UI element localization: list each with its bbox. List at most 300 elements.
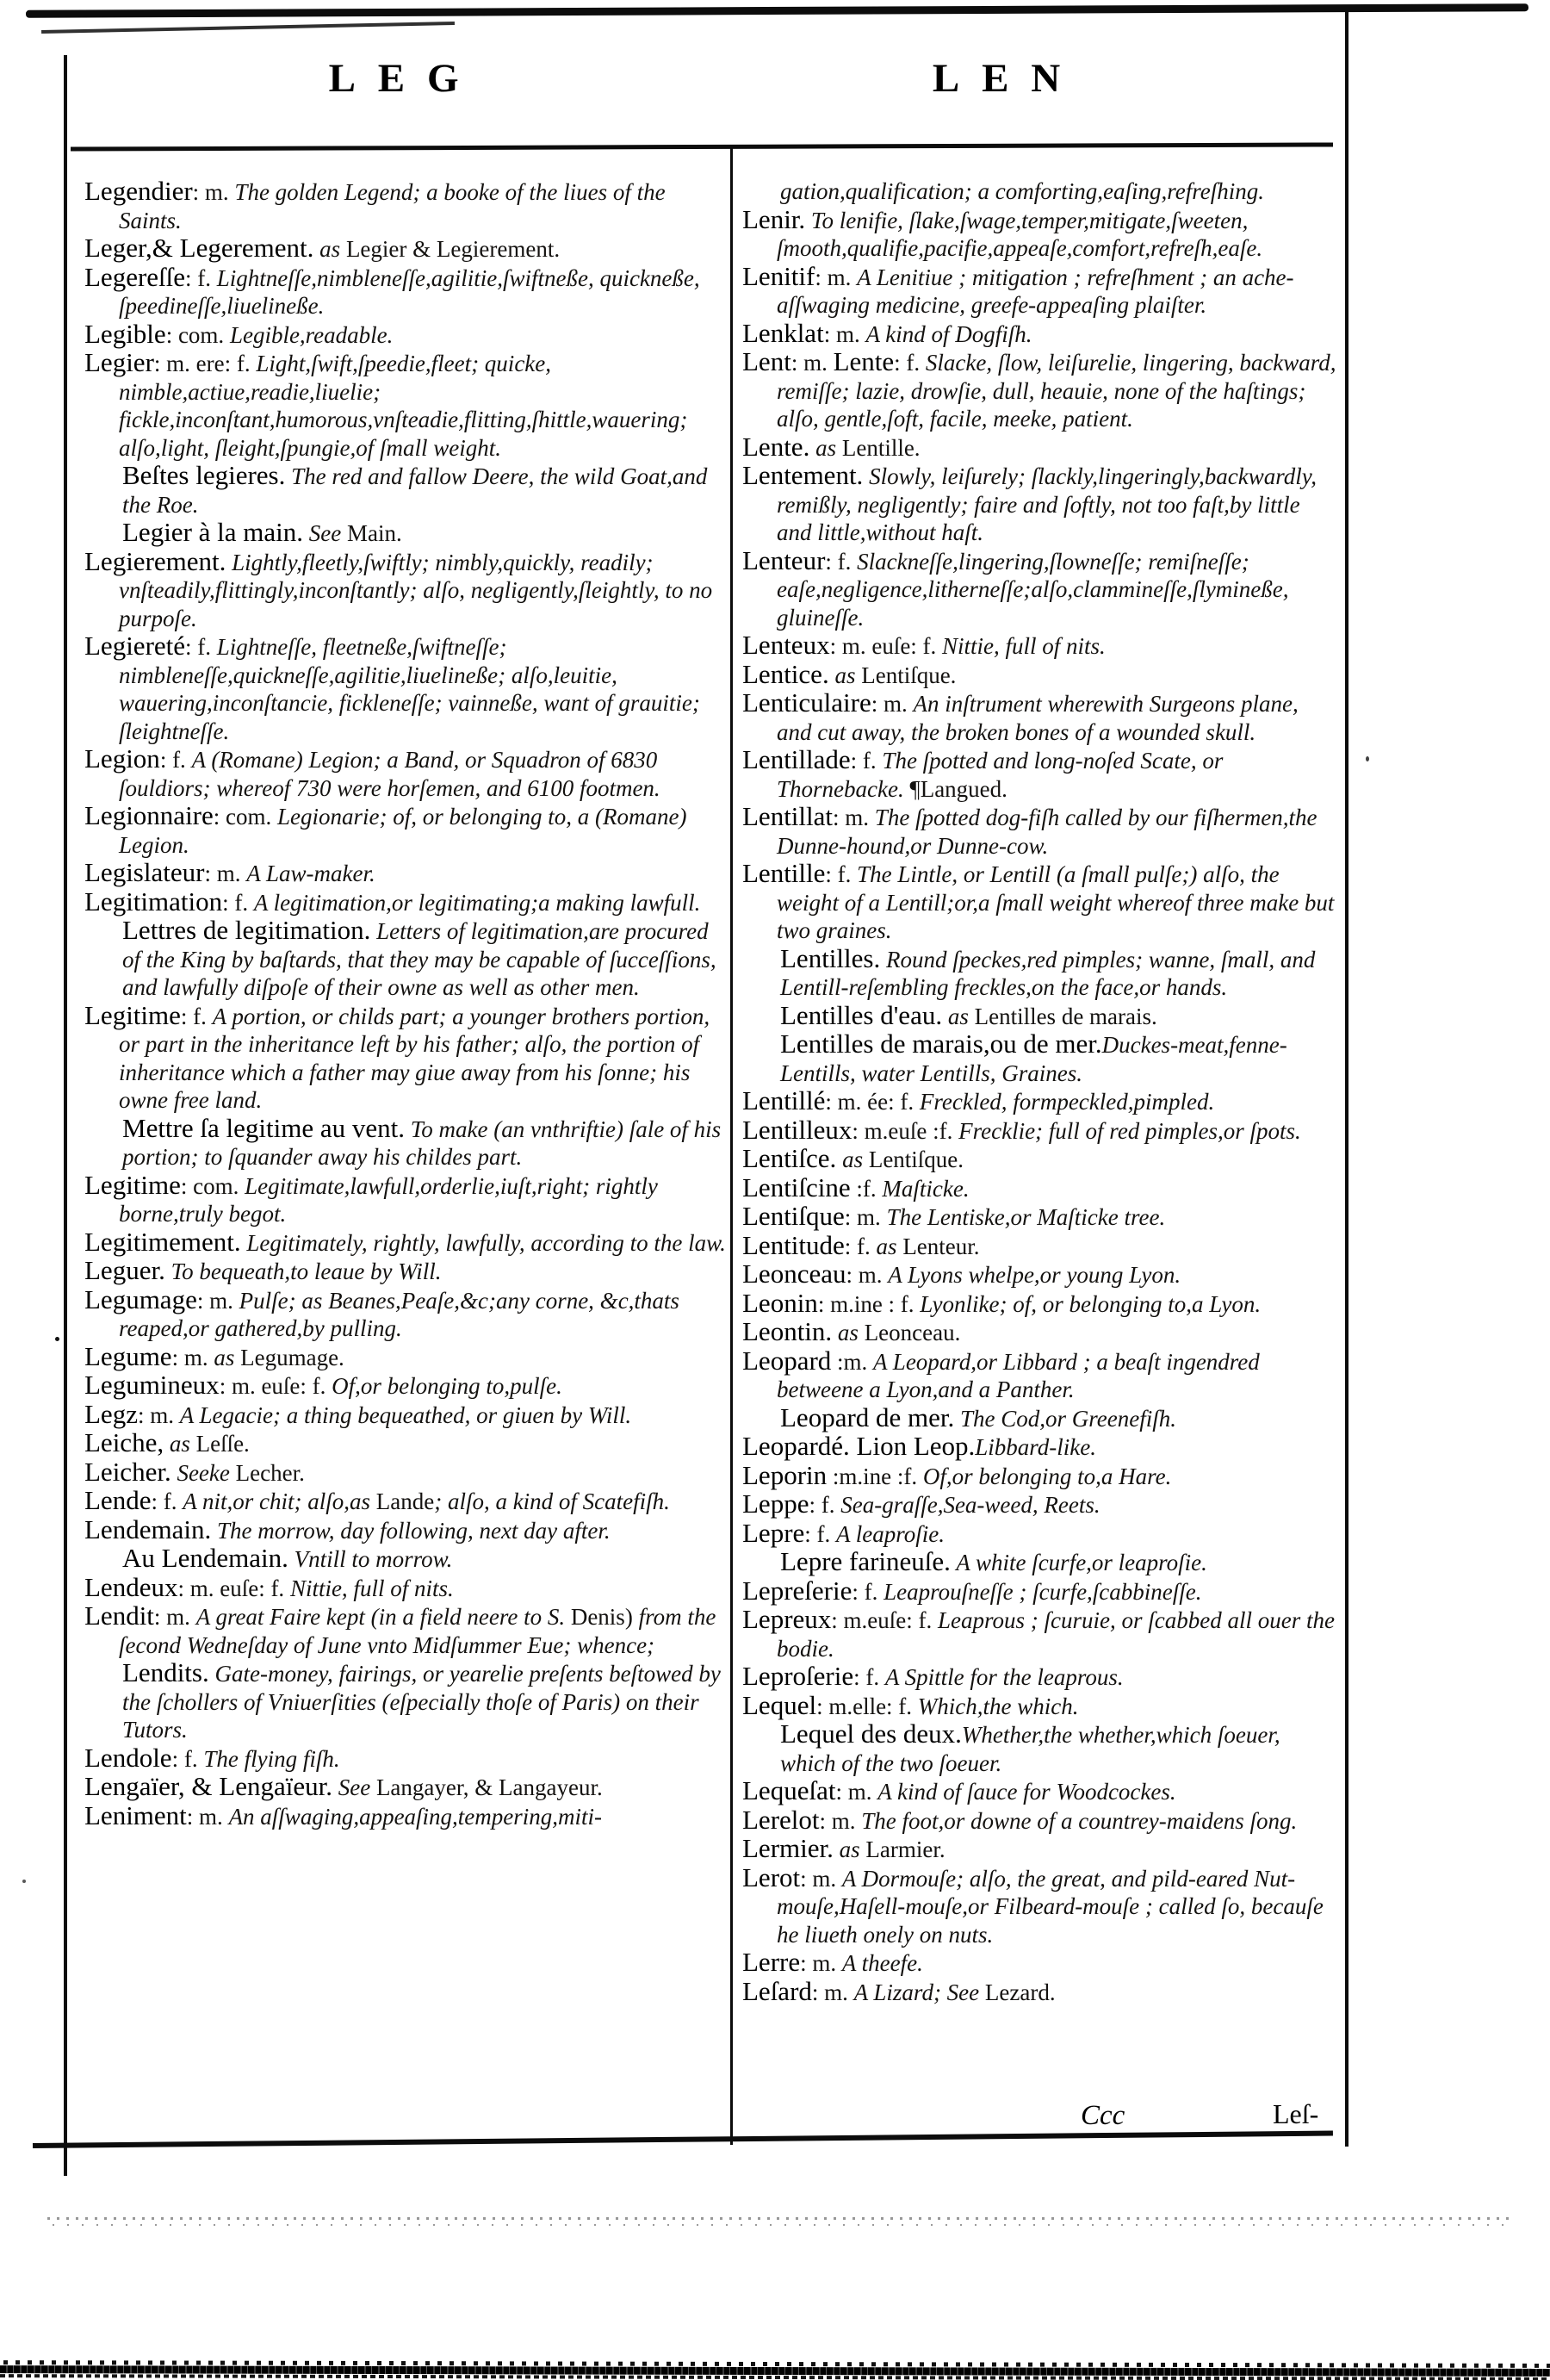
entry-text-roman: : f. (185, 634, 217, 660)
dictionary-entry (84, 1340, 728, 1372)
entry-headword: Legible (84, 318, 166, 349)
entry-headword: Lendemain. (84, 1513, 212, 1544)
entry-headword: Lendits. (122, 1657, 209, 1687)
entry-headword: Mettre ſa legitime au vent. (122, 1112, 405, 1143)
entry-text-roman: : m. (833, 805, 875, 830)
entry-headword: Lepreſerie (742, 1575, 852, 1606)
entry-text-italic: A portion, or childs part; a younger brothers portion, or part in the inheritance left by his father; alſo, the portion of inheritance which a father may giue away from his ſonne; his owne free land. (119, 1003, 710, 1113)
entry-headword: Legereſſe (84, 261, 186, 292)
dictionary-entry (742, 1347, 1338, 1404)
dictionary-entry (84, 545, 728, 633)
dictionary-entry (84, 1257, 728, 1286)
entry-text-roman: : m. (844, 1204, 887, 1230)
entry-headword: Legitime (84, 999, 181, 1030)
entry-text-roman: Lezard. (984, 1979, 1056, 2005)
entry-text-italic: The flying fiſh. (203, 1745, 340, 1772)
dictionary-entry (84, 1544, 728, 1574)
dictionary-entry (84, 462, 728, 519)
entry-text-italic: Legible,readable. (229, 321, 394, 348)
dictionary-entry (742, 1806, 1338, 1836)
entry-text-roman: : f. (825, 861, 858, 887)
entry-text-roman: Legumage. (240, 1344, 344, 1370)
dictionary-entry (742, 1577, 1338, 1606)
dictionary-entry (84, 745, 728, 802)
header-rule (71, 142, 1333, 151)
dictionary-entry (84, 1112, 728, 1171)
entry-text-italic: A (Romane) Legion; a Band, or Squadron of 6830 ſouldiors; whereof 730 were horſemen, and 6100 footmen. (119, 747, 660, 801)
entry-text-roman: : f. (825, 548, 858, 575)
dictionary-entry (84, 1228, 728, 1258)
dictionary-entry (742, 177, 1338, 206)
entry-headword: Lerot (742, 1861, 801, 1892)
entry-text-roman: : f. (852, 1578, 884, 1605)
dictionary-entry (742, 1548, 1338, 1577)
entry-headword: Lenticulaire (742, 687, 871, 718)
entry-text-roman: : f. (850, 748, 883, 774)
entry-text-italic: Slacke, ſlow, leiſurelie, lingering, backward, remiſſe; lazie, drowſie, dull, heauie, none of the haſtings; alſo, gentle,ſoft, facile, meeke, patient. (777, 350, 1336, 432)
entry-headword: Leniment (84, 1799, 187, 1830)
dictionary-entry (742, 1116, 1338, 1146)
dictionary-entry (742, 1777, 1338, 1806)
entry-text-roman: : m. ere: f. (153, 351, 257, 376)
signature-mark: Ccc (1081, 2100, 1125, 2131)
dictionary-entry (84, 859, 728, 888)
entry-headword: Leporin (742, 1459, 828, 1490)
page-border-right (1345, 12, 1348, 2147)
entry-text-roman: : m. euſe: f. (829, 633, 943, 659)
entry-text-roman: Legier & Legierement. (345, 236, 561, 262)
entry-text-italic: Light,ſwift,ſpeedie,fleet; quicke, nimble,actiue,readie,liuelie; fickle,inconſtant,humorous,vnſteadie,flitting,ſhittle,wauering; alſo,light, ſleight,ſpungie,of ſmall weight. (119, 351, 688, 461)
entry-text-italic: Slowly, leiſurely; ſlackly,lingeringly,backwardly, remißly, negligently; faire and ſoftly, not too faſt,by little and little,without haſt. (777, 463, 1317, 545)
entry-text-roman: : m. (186, 1803, 229, 1830)
entry-headword: Lerre (742, 1947, 801, 1977)
entry-text-roman: : com. (213, 804, 278, 830)
entry-text-roman: Langayer, & Langayeur. (375, 1774, 603, 1800)
entry-text-italic: Of,or belonging to,pulſe. (332, 1373, 562, 1399)
entry-text-roman: : m.ine : f. (817, 1290, 921, 1317)
dictionary-entry (742, 658, 1338, 690)
entry-text-roman: : com. (165, 321, 230, 348)
dictionary-entry (742, 317, 1338, 349)
dictionary-entry (742, 1401, 1338, 1433)
entry-headword: Legislateur (84, 857, 205, 887)
dictionary-entry (742, 1459, 1338, 1491)
entry-text-roman: : m. (815, 264, 858, 290)
dictionary-entry (742, 746, 1338, 803)
entry-headword: Legion (84, 743, 160, 774)
entry-text-italic: Of,or belonging to,a Hare. (922, 1463, 1172, 1489)
entry-text-italic: A Legacie; a thing bequeathed, or giuen by Will. (179, 1401, 632, 1428)
entry-headword: Lerelot (742, 1804, 820, 1835)
entry-text-roman: : f. (894, 350, 926, 376)
entry-text-italic: The Lentiske,or Maſticke tree. (886, 1204, 1166, 1230)
entry-text-roman: :m.ine :f. (827, 1463, 923, 1489)
entry-headword: Leonin (742, 1287, 818, 1318)
top-border-rule (26, 3, 1528, 18)
entry-text-italic: A legitimation,or legitimating;a making lawfull. (253, 889, 701, 916)
entry-headword: Lent (742, 346, 791, 376)
dictionary-entry (84, 1171, 728, 1228)
entry-text-italic: Lightneſſe, fleetneße,ſwiftneſſe; nimbleneſſe,quickneſſe,agilitie,liuelineße; alſo,leuitie, wauering,inconſtancie, fickleneſſe; vainneße, want of grauitie; ſleightneſſe. (119, 634, 700, 744)
entry-text-italic: A nit,or chit; alſo,as (183, 1488, 376, 1514)
entry-text-italic: as (836, 1147, 869, 1172)
entry-headword: Lenitif (742, 260, 815, 291)
entry-text-roman: : com. (180, 1172, 245, 1199)
entry-text-roman: : m. (800, 1950, 842, 1976)
dictionary-entry (84, 1799, 728, 1831)
dictionary-entry (84, 1602, 728, 1659)
entry-text-roman: Lentiſque. (861, 662, 957, 688)
entry-text-italic: Lyonlike; of, or belonging to,a Lyon. (920, 1290, 1262, 1317)
entry-text-italic: as (833, 1836, 866, 1862)
entry-text-roman: Leſſe. (195, 1431, 250, 1457)
entry-text-italic: The golden Legend; a booke of the liues of the Saints. (119, 179, 666, 233)
entry-headword: Lequel des deux. (780, 1718, 962, 1749)
dictionary-entry (742, 631, 1338, 661)
entry-text-roman: : m. (846, 1262, 889, 1288)
entry-text-roman: Lande (375, 1488, 435, 1514)
entry-headword: Lende (84, 1485, 152, 1515)
page-border-left (64, 55, 67, 2176)
dictionary-entry (84, 888, 728, 917)
entry-headword: Lendole (84, 1742, 172, 1773)
entry-text-italic: Lightly,fleetly,ſwiftly; nimbly,quickly, readily; vnſteadily,flittingly,inconſtantly; alſo, negligently,ſleightly, to no purpoſe. (119, 549, 713, 631)
dictionary-entry (742, 1948, 1338, 1978)
entry-headword: Lentillat (742, 801, 834, 831)
dictionary-entry (742, 689, 1338, 746)
entry-text-roman: : m.euſe: f. (831, 1607, 938, 1633)
entry-text-italic: An aſſwaging,appeaſing,tempering,miti- (228, 1803, 603, 1830)
entry-text-roman: :m. (831, 1348, 874, 1375)
entry-headword: Lengaïer, & Lengaïeur. (84, 1771, 332, 1801)
entry-headword: Lentillade (742, 744, 851, 774)
entry-text-roman: : m. (196, 1287, 239, 1314)
entry-headword: Lequel (742, 1689, 817, 1720)
entry-headword: Lendeux (84, 1571, 178, 1602)
entry-text-italic: Gate-money, fairings, or yearelie preſents beſtowed by the ſchollers of Vniuerſities (eſpecially thoſe of Paris) on their Tutors. (122, 1661, 721, 1743)
dictionary-entry (742, 1202, 1338, 1232)
dictionary-entry (84, 1513, 728, 1545)
entry-headword: Lentiſque (742, 1201, 845, 1231)
dictionary-entry (742, 462, 1338, 547)
column-header-right: LEN (932, 56, 1083, 101)
dictionary-entry (742, 1289, 1338, 1319)
entry-text-italic: A kind of Dogfiſh. (865, 320, 1032, 347)
dictionary-entry (742, 860, 1338, 945)
ink-speck (22, 1880, 26, 1883)
entry-text-italic: A white ſcurfe,or leaproſie. (950, 1550, 1207, 1575)
entry-text-italic: A Lizard; See (853, 1979, 985, 2005)
entry-text-roman: : m. (835, 1779, 878, 1805)
entry-text-roman: : m.elle: f. (816, 1693, 918, 1719)
dictionary-entry (742, 999, 1338, 1031)
entry-text-roman: : f. (185, 264, 217, 291)
entry-headword: Lente (833, 346, 895, 376)
entry-text-italic: Slackneſſe,lingering,ſlowneſſe; remiſneſſe; eaſe,negligence,litherneſſe;alſo,clammineſſe,ſlymineße, gluineſſe. (777, 548, 1289, 631)
entry-headword: Lentiſce. (742, 1143, 837, 1173)
entry-text-italic: A great Faire kept (in a field neere to S. (195, 1604, 571, 1630)
dictionary-entry (742, 1260, 1338, 1289)
entry-headword: Legitime (84, 1169, 181, 1200)
dictionary-entry (742, 1030, 1338, 1087)
entry-text-italic: as (809, 434, 842, 461)
dictionary-entry (84, 1283, 728, 1343)
dictionary-entry (84, 320, 728, 350)
entry-headword: Lentilles. (780, 942, 881, 973)
scan-noise-band-heavy (0, 2360, 1550, 2380)
dictionary-entry (742, 1318, 1338, 1347)
entry-text-roman: : m. (819, 1807, 862, 1834)
dictionary-entry (84, 1659, 728, 1744)
catchword: Leſ- (1273, 2098, 1319, 2129)
entry-text-italic: Libbard-like. (975, 1434, 1097, 1460)
scan-noise-band-faint (47, 2215, 1511, 2229)
entry-text-italic: Which,the which. (917, 1693, 1079, 1719)
dictionary-entry (742, 203, 1338, 263)
entry-text-roman: : m. (790, 350, 834, 376)
dictionary-entry (742, 1861, 1338, 1949)
entry-headword: Lepre (742, 1517, 805, 1548)
entry-text-italic: A Law-maker. (246, 861, 375, 886)
entry-headword: Legume (84, 1340, 172, 1371)
entry-text-roman: : f. (171, 1745, 204, 1772)
entry-headword: Leicher. (84, 1456, 171, 1487)
entry-text-roman: : m. ée: f. (825, 1089, 920, 1115)
entry-headword: Lendit (84, 1600, 154, 1631)
entry-headword: Lepreux (742, 1604, 832, 1634)
dictionary-entry (742, 1975, 1338, 2007)
entry-headword: Beſtes legieres. (122, 460, 286, 490)
entry-headword: Lentice. (742, 658, 829, 689)
dictionary-entry (742, 1835, 1338, 1864)
entry-text-italic: Leaprouſneſſe ; ſcurfe,ſcabbineſſe. (884, 1578, 1202, 1605)
entry-headword: Leſard (742, 1975, 812, 2006)
entry-text-roman: : m. (153, 1604, 196, 1630)
dictionary-entry (84, 632, 728, 745)
dictionary-entry (84, 802, 728, 859)
entry-text-roman: : m. (171, 1344, 214, 1370)
entry-text-italic: Nittie, full of nits. (289, 1575, 454, 1601)
column-left (84, 177, 728, 1830)
entry-text-italic: Whether,the whether,which ſoeuer, which of the two ſoeuer. (780, 1722, 1280, 1776)
column-right (742, 177, 1338, 2006)
entry-text-italic: A theefe. (841, 1950, 923, 1976)
entry-text-roman: : f. (853, 1664, 885, 1690)
entry-text-roman: : f. (180, 1003, 213, 1029)
entry-text-italic: Maſticke. (882, 1175, 970, 1202)
ink-speck (55, 1337, 59, 1341)
dictionary-entry (742, 433, 1338, 463)
entry-headword: Leppe (742, 1488, 809, 1519)
entry-headword: Legionnaire (84, 800, 214, 830)
entry-text-italic: as (876, 1233, 903, 1259)
dictionary-entry (84, 1773, 728, 1802)
entry-text-italic: A Lenitiue ; mitigation ; refreſhment ; an ache-aſſwaging medicine, greefe-appeaſing plaiſter. (777, 264, 1294, 318)
entry-text-roman: : m.euſe :f. (852, 1117, 959, 1144)
dictionary-entry (742, 348, 1338, 433)
dictionary-entry (84, 519, 728, 548)
entry-text-italic: The Lintle, or Lentill (a ſmall pulſe;) alſo, the weight of a Lentill;or,a ſmall weight whereof three make but two graines. (777, 861, 1335, 943)
entry-text-italic: To bequeath,to leaue by Will. (164, 1258, 442, 1284)
dictionary-entry (84, 261, 728, 320)
dictionary-entry (742, 942, 1338, 1002)
column-header-left: LEG (328, 56, 481, 101)
entry-headword: Leguer. (84, 1255, 165, 1285)
entry-text-italic: The red and fallow Deere, the wild Goat,and the Roe. (122, 463, 708, 518)
entry-headword: Leontin. (742, 1316, 833, 1346)
entry-headword: Lenir. (742, 203, 806, 234)
entry-text-italic: Nittie, full of nits. (942, 633, 1106, 659)
entry-headword: Lenklat (742, 317, 824, 348)
entry-text-italic: Sea-graſſe,Sea-weed, Reets. (840, 1492, 1100, 1518)
entry-headword: Leopard de mer. (780, 1401, 955, 1432)
entry-text-roman: Lentiſque. (868, 1147, 964, 1172)
entry-text-roman: Lenteur. (902, 1233, 980, 1259)
entry-headword: Lettres de legitimation. (122, 915, 371, 945)
dictionary-entry (84, 1571, 728, 1603)
entry-headword: Legumineux (84, 1370, 220, 1400)
entry-text-italic: Seeke (170, 1459, 236, 1486)
entry-text-italic: Pulſe; as Beanes,Peaſe,&c;any corne, &c,thats reaped,or gathered,by pulling. (119, 1287, 679, 1341)
dictionary-entry (742, 1432, 1338, 1462)
entry-headword: Lentilles de marais,ou de mer. (780, 1028, 1102, 1059)
entry-text-roman: Lentilles de marais. (974, 1003, 1157, 1029)
entry-text-roman: : m. euſe: f. (177, 1575, 290, 1601)
entry-headword: Leopardé. Lion Leop. (742, 1431, 976, 1461)
entry-headword: Legier (84, 347, 154, 377)
entry-text-italic: Round ſpeckes,red pimples; wanne, ſmall, and Lentill-reſembling freckles,on the face,or hands. (780, 946, 1316, 1000)
entry-text-italic: Letters of legitimation,are procured of the King by baſtards, that they may be capable of ſucceſſions, and lawfully diſpoſe of their owne as well as other men. (122, 918, 716, 1000)
entry-text-italic: Vntill to morrow. (288, 1546, 453, 1572)
dictionary-entry (742, 1519, 1338, 1549)
dictionary-entry (742, 1171, 1338, 1203)
entry-text-italic: as (164, 1431, 196, 1457)
entry-headword: Lente. (742, 431, 810, 462)
dictionary-entry (742, 1229, 1338, 1261)
entry-headword: Legiereté (84, 631, 186, 661)
entry-headword: Lentilleux (742, 1114, 852, 1145)
entry-text-italic: A Dormouſe; alſo, the great, and pild-eared Nut-mouſe,Haſell-mouſe,or Filbeard-mouſe ; called ſo, becauſe he liueth onely on nuts. (777, 1865, 1324, 1948)
entry-text-italic: Legitimately, rightly, lawfully, according to the law. (240, 1229, 726, 1256)
entry-text-italic: as (832, 1320, 865, 1345)
dictionary-entry (84, 1744, 728, 1774)
entry-headword: Leger,& Legerement. (84, 233, 314, 263)
entry-headword: Leiche, (84, 1427, 164, 1457)
entry-text-roman: : m. (800, 1865, 842, 1892)
entry-headword: Lentillé (742, 1085, 826, 1115)
entry-headword: Lentille (742, 858, 826, 888)
entry-headword: Lequeſat (742, 1775, 836, 1805)
entry-text-italic: A kind of ſauce for Woodcockes. (877, 1779, 1176, 1805)
dictionary-entry (84, 1458, 728, 1488)
ink-speck (1366, 756, 1369, 761)
dictionary-entry (742, 1606, 1338, 1662)
entry-headword: Lentiſcine (742, 1171, 851, 1202)
entry-text-italic: as (828, 662, 862, 688)
entry-text-roman: : m. (192, 179, 235, 205)
dictionary-entry (84, 1371, 728, 1401)
bottom-border-rule (33, 2131, 1333, 2148)
entry-text-roman: : f. (809, 1492, 841, 1518)
entry-headword: Legitimation (84, 886, 223, 917)
entry-headword: Legier à la main. (122, 517, 304, 547)
entry-text-roman: :f. (850, 1175, 883, 1202)
entry-text-roman: Larmier. (865, 1836, 946, 1862)
dictionary-entry (742, 803, 1338, 860)
dictionary-entry (742, 1662, 1338, 1692)
dictionary-entry (84, 1487, 728, 1516)
entry-headword: Leonceau (742, 1258, 846, 1289)
entry-headword: Lepre farineuſe. (780, 1546, 951, 1576)
dictionary-entry (84, 177, 728, 234)
entry-text-italic: The morrow, day following, next day after. (211, 1517, 611, 1544)
entry-text-italic: The Cod,or Greenefiſh. (954, 1405, 1177, 1432)
entry-text-italic: A Lyons whelpe,or young Lyon. (888, 1262, 1181, 1288)
entry-text-italic: A Leopard,or Libbard ; a beaſt ingendred betweene a Lyon,and a Panther. (777, 1348, 1260, 1402)
entry-text-italic: The ſpotted dog-fiſh called by our fiſhermen,the Dunne-hound,or Dunne-cow. (777, 805, 1318, 859)
entry-text-italic: ; alſo, a kind of Scatefiſh. (434, 1488, 670, 1514)
dictionary-entry (742, 1490, 1338, 1519)
entry-text-italic: A Spittle for the leaprous. (884, 1664, 1124, 1690)
entry-text-italic: Legitimate,lawfull,orderlie,iuſt,right; rightly borne,truly begot. (119, 1172, 658, 1227)
entry-text-italic: from the ſecond Wedneſday of June vnto Midſummer Eue; whence; (119, 1604, 716, 1658)
entry-text-roman: : m. (137, 1401, 180, 1428)
entry-text-italic: To make (an vnthriftie) ſale of his portion; to ſquander away his childes part. (122, 1115, 722, 1170)
dictionary-entry (742, 260, 1338, 320)
dictionary-entry (742, 1145, 1338, 1174)
entry-text-italic: The foot,or downe of a countrey-maidens ſong. (861, 1807, 1298, 1834)
entry-text-roman: Lecher. (235, 1459, 305, 1486)
dictionary-entry (84, 1429, 728, 1458)
entry-text-roman: : m. (871, 691, 914, 717)
entry-text-italic: Freckled, formpeckled,pimpled. (919, 1089, 1215, 1115)
column-divider-rule (730, 148, 733, 2145)
entry-headword: Legierement. (84, 545, 226, 576)
dictionary-entry (742, 1689, 1338, 1721)
entry-headword: Legz (84, 1398, 138, 1429)
entry-text-roman: : m. euſe: f. (219, 1373, 332, 1399)
entry-text-italic: To lenifie, ſlake,ſwage,temper,mitigate,ſweeten, ſmooth,qualifie,pacifie,appeaſe,comfort,refreſh,eaſe. (777, 207, 1263, 261)
top-border-rule-secondary (41, 22, 455, 34)
entry-text-roman: : f. (844, 1233, 877, 1259)
entry-text-roman: Lentille. (841, 434, 921, 461)
entry-text-roman: ¶Langued. (909, 775, 1008, 802)
entry-headword: Lenteux (742, 630, 830, 660)
entry-headword: Legitimement. (84, 1226, 241, 1257)
entry-text-italic: Leaprous ; ſcuruie, or ſcabbed all ouer the bodie. (777, 1607, 1335, 1662)
entry-headword: Lenteur (742, 544, 826, 575)
entry-text-italic: Lightneſſe,nimbleneſſe,agilitie,ſwiftneße, quickneße, ſpeedineſſe,liuelineße. (119, 264, 700, 319)
entry-headword: Legumage (84, 1283, 197, 1314)
entry-text-italic: A leaproſie. (836, 1520, 946, 1547)
dictionary-entry (84, 999, 728, 1115)
entry-text-italic: An inſtrument wherewith Surgeons plane, and cut away, the broken bones of a wounded skull. (777, 691, 1299, 745)
dictionary-entry (742, 544, 1338, 632)
entry-text-italic: Frecklie; full of red pimples,or ſpots. (958, 1117, 1301, 1144)
entry-text-italic: as (214, 1344, 241, 1370)
dictionary-entry (84, 917, 728, 1002)
entry-headword: Lentitude (742, 1229, 845, 1260)
entry-text-roman: : m. (811, 1979, 854, 2005)
entry-text-italic: as (942, 1003, 975, 1029)
entry-text-italic: See (332, 1774, 376, 1800)
entry-headword: Lermier. (742, 1833, 834, 1863)
dictionary-entry (84, 234, 728, 264)
entry-headword: Legendier (84, 176, 193, 206)
entry-text-roman: : m. (204, 861, 247, 886)
entry-headword: Leproſerie (742, 1661, 854, 1691)
dictionary-entry (84, 349, 728, 462)
